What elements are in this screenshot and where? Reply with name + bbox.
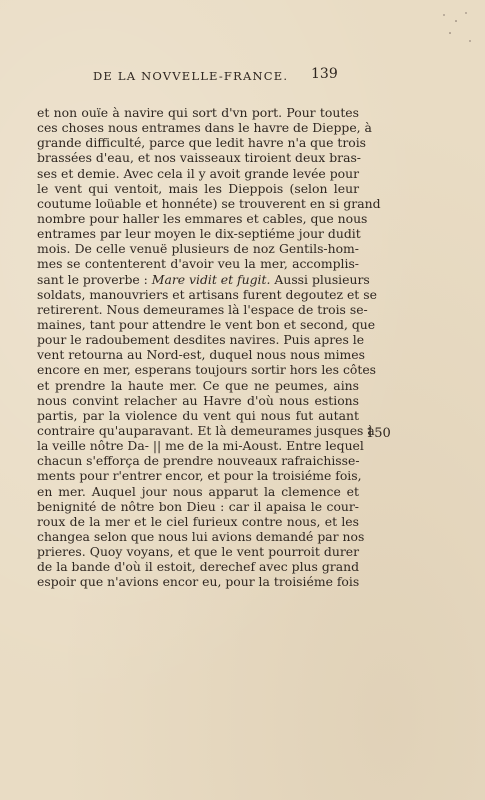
- text-line: mois. De celle venuë plusieurs de noz Gentils-hom-: [37, 241, 359, 257]
- running-head-title: DE LA NOVVELLE-FRANCE.: [93, 69, 289, 83]
- text-line: benignité de nôtre bon Dieu : car il apaisa le cour-: [37, 498, 359, 514]
- text-line: vent retourna au Nord-est, duquel nous nous mimes: [37, 347, 365, 363]
- text-line: coutume loüable et honnéte) se trouverent en si grand: [37, 195, 381, 211]
- text-line: changea selon que nous lui avions demandé par nos: [37, 528, 365, 544]
- text-line: et prendre la haute mer. Ce que ne peumes, ains: [37, 377, 359, 393]
- margin-folio-number: 150: [366, 426, 391, 441]
- text-line: grande difficulté, parce que ledit havre n'a que trois: [37, 135, 367, 151]
- page-number: 139: [311, 66, 338, 82]
- text-line: espoir que n'avions encor eu, pour la troisiéme fois: [37, 574, 360, 590]
- paper-specks: [437, 10, 477, 50]
- running-header: [0, 66, 485, 89]
- text-line: nous convint relacher au Havre d'où nous estions: [37, 392, 359, 408]
- text-line: prieres. Quoy voyans, et que le vent pourroit durer: [37, 544, 359, 560]
- text-line: roux de la mer et le ciel furieux contre nous, et les: [37, 513, 359, 529]
- text-line: pour le radoubement desdites navires. Puis apres le: [37, 332, 365, 348]
- text-line: ses et demie. Avec cela il y avoit grande levée pour: [37, 165, 359, 181]
- latin-proverb: Mare vidit et fugit.: [151, 271, 271, 287]
- text-line: mes se contenterent d'avoir veu la mer, accomplis-: [37, 256, 359, 272]
- text-line: entrames par leur moyen le dix-septiéme jour dudit: [37, 226, 361, 242]
- text-line: brassées d'eau, et nos vaisseaux tiroient deux bras-: [37, 150, 361, 166]
- text-line: maines, tant pour attendre le vent bon et second, que: [37, 316, 376, 332]
- text-line: retirerent. Nous demeurames là l'espace de trois se-: [37, 301, 368, 317]
- text-line: partis, par la violence du vent qui nous fut autant: [37, 407, 359, 423]
- text-line: le vent qui ventoit, mais les Dieppois (selon leur: [37, 180, 359, 196]
- text-line: la veille nôtre Da- || me de la mi-Aoust. Entre lequel: [37, 438, 364, 454]
- text-line: encore en mer, esperans toujours sortir hors les côtes: [37, 362, 377, 378]
- text-line: et non ouïe à navire qui sort d'vn port. Pour toutes: [37, 105, 359, 120]
- text-line: de la bande d'où il estoit, derechef avec plus grand: [37, 559, 359, 575]
- text-line: nombre pour haller les emmares et cables, que nous: [37, 210, 368, 226]
- text-line: soldats, manouvriers et artisans furent degoutez et se: [37, 286, 377, 302]
- text-line: chacun s'efforça de prendre nouveaux rafraichisse-: [37, 453, 360, 469]
- text-line: ments pour r'entrer encor, et pour la troisiéme fois,: [37, 468, 362, 484]
- text-line: ces choses nous entrames dans le havre de Dieppe, à: [37, 120, 372, 136]
- text-line: sant le proverbe : Mare vidit et fugit. Aussi plusieurs: [37, 271, 370, 287]
- text-line: contraire qu'auparavant. Et là demeurames jusques à: [37, 422, 375, 438]
- text-line: en mer. Auquel jour nous apparut la clemence et: [37, 483, 359, 499]
